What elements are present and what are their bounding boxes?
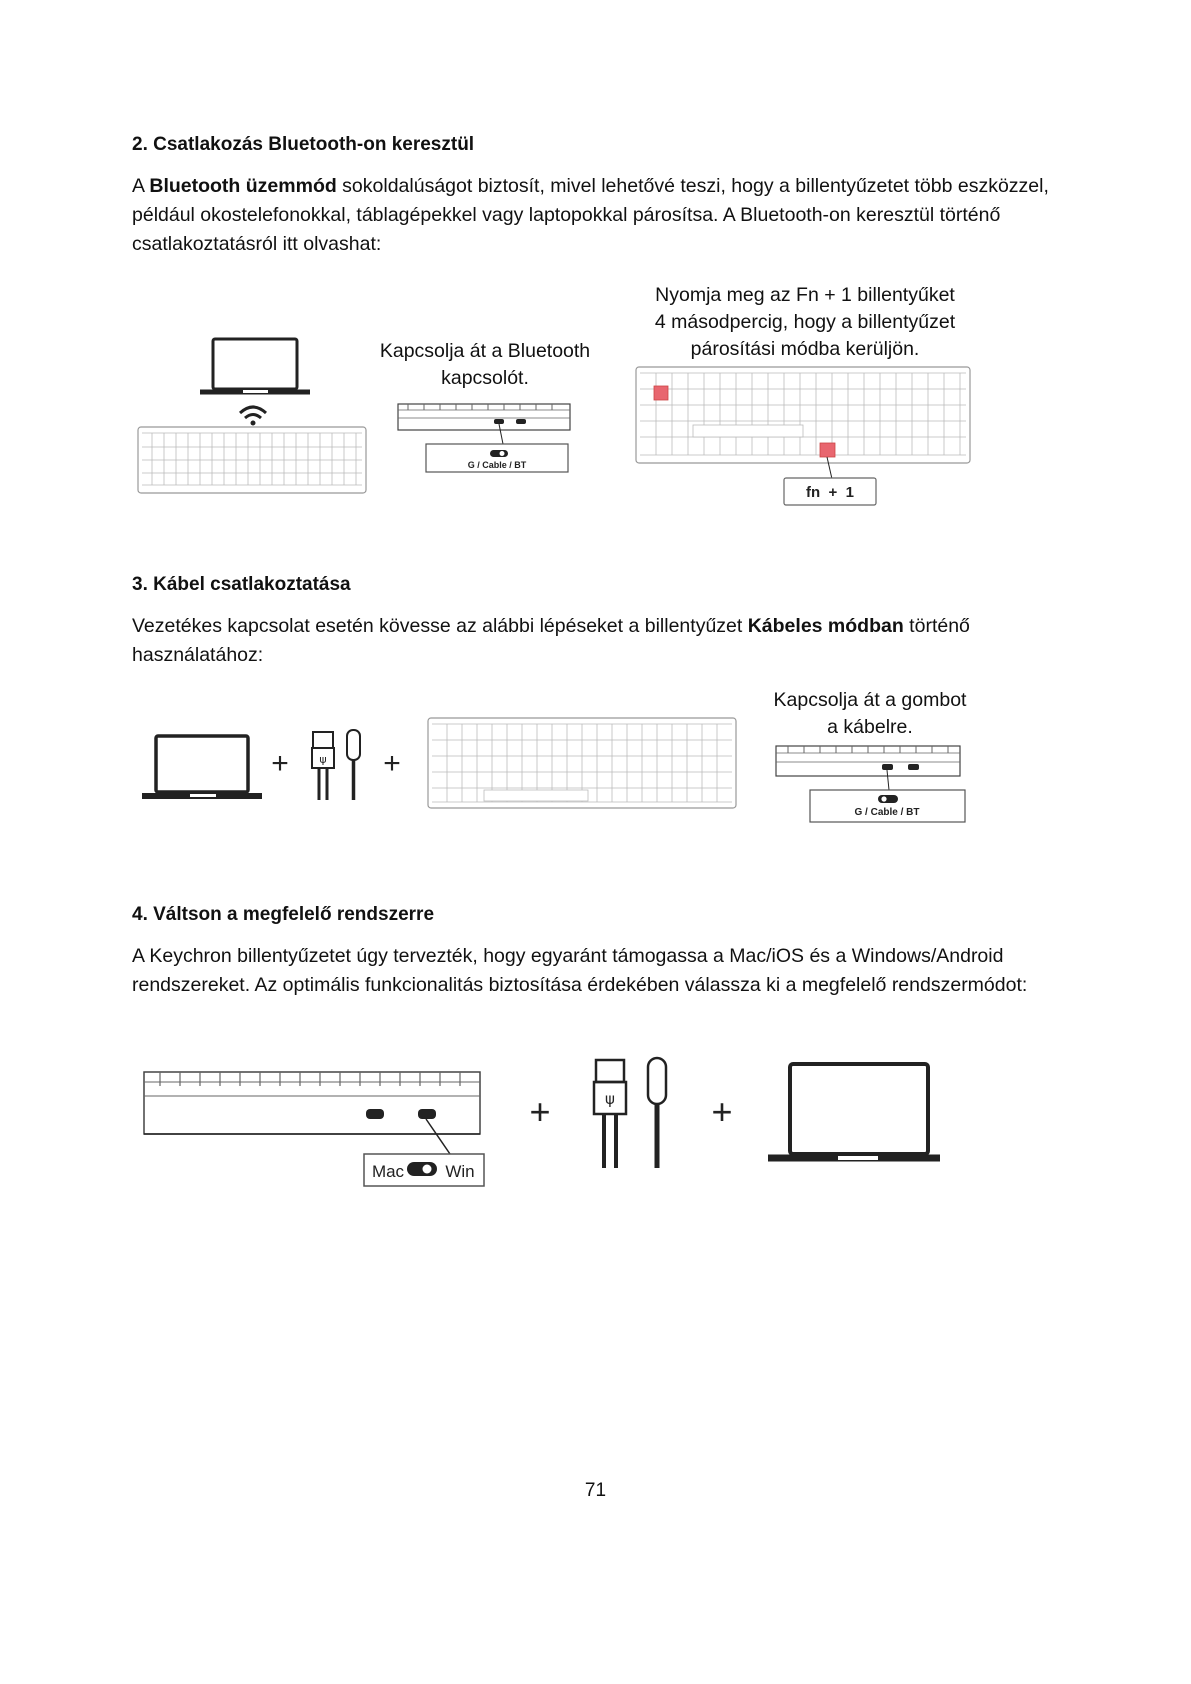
- caption-line: kapcsolót.: [441, 367, 529, 389]
- section-2-paragraph: [132, 172, 1072, 259]
- switch-label: G / Cable / BT: [467, 460, 527, 470]
- plus-sign: +: [529, 1091, 551, 1132]
- plus-sign: +: [711, 1091, 733, 1132]
- section-4-heading: 4. Váltson a megfelelő rendszerre: [132, 904, 435, 925]
- keyboard-icon: [138, 427, 366, 493]
- page-number: 71: [584, 1480, 607, 1501]
- keyboard-side-mac-win-illustration: [140, 1062, 490, 1192]
- wifi-icon: [240, 407, 266, 426]
- win-label: Win: [445, 1162, 475, 1181]
- usb-c-cable-icon: [648, 1058, 666, 1168]
- section-2-heading: 2. Csatlakozás Bluetooth-on keresztül: [132, 134, 475, 155]
- caption-switch-cable: [760, 687, 980, 741]
- section-3-heading: 3. Kábel csatlakoztatása: [132, 574, 351, 595]
- mode-switch-icon: [882, 764, 919, 770]
- plus-sign: +: [383, 747, 401, 780]
- laptop-icon: [764, 1060, 942, 1170]
- laptop-wifi-keyboard-illustration: [138, 335, 368, 500]
- text-run: sokoldalúságot biztosít, mivel lehetővé teszi, hogy a billentyűzetet több eszközzel, például okostelefonokkal, táblagépekkel vagy laptopokkal párosítsa. A Bluetooth-on keresztül történő csatlakoztatásról itt olvashat:: [132, 175, 1049, 255]
- keyboard-side-switch-illustration: [774, 742, 970, 826]
- laptop-icon: [142, 736, 262, 797]
- section-3-paragraph: [132, 612, 1072, 670]
- svg-text:ψ: ψ: [319, 753, 327, 766]
- keyboard-illustration: [428, 718, 738, 810]
- usb-a-cable-icon: [312, 732, 334, 800]
- bold-term: Bluetooth üzemmód: [149, 175, 337, 197]
- mac-label: Mac: [371, 1162, 405, 1181]
- bold-term: Kábeles módban: [747, 615, 904, 637]
- caption-line: Kapcsolja át a gombot: [773, 689, 967, 711]
- laptop-icon: [200, 339, 310, 393]
- mode-switch-icon: [494, 419, 526, 424]
- switch-label: G / Cable / BT: [854, 807, 920, 818]
- laptop-cable-illustration: [140, 720, 410, 810]
- fn-plus-1-label: fn + 1: [806, 484, 854, 501]
- caption-line: Kapcsolja át a Bluetooth: [379, 340, 591, 362]
- key-fn-highlight: [820, 443, 835, 457]
- text-run: Vezetékes kapcsolat esetén kövesse az alábbi lépéseket a billentyűzet: [132, 615, 748, 637]
- caption-line: párosítási módba kerüljön.: [690, 338, 920, 360]
- mode-switch-icon: [366, 1109, 436, 1119]
- section-4-paragraph: A Keychron billentyűzetet úgy tervezték, hogy egyaránt támogassa a Mac/iOS és a Windows/Android rendszereket. Az optimális funkcionalitás biztosítása érdekében válassza ki a megfelelő rendszermódot:: [132, 945, 1028, 996]
- caption-line: 4 másodpercig, hogy a billentyűzet: [654, 311, 956, 333]
- svg-text:ψ: ψ: [605, 1090, 615, 1108]
- usb-c-cable-icon: [347, 730, 360, 800]
- cable-plus-illustration: [520, 1052, 750, 1182]
- caption-line: Nyomja meg az Fn + 1 billentyűket: [655, 284, 955, 306]
- caption-line: a kábelre.: [827, 716, 913, 738]
- text-run: történő használatához:: [132, 615, 970, 666]
- keyboard-fn1-illustration: [636, 367, 972, 509]
- usb-a-cable-icon: [594, 1060, 626, 1168]
- text-run: A: [132, 175, 150, 197]
- plus-sign: +: [271, 747, 289, 780]
- key-1-highlight: [654, 386, 668, 400]
- keyboard-side-switch-illustration: [396, 400, 576, 480]
- caption-switch-bluetooth: [370, 338, 600, 392]
- caption-fn-pairing: [640, 282, 970, 363]
